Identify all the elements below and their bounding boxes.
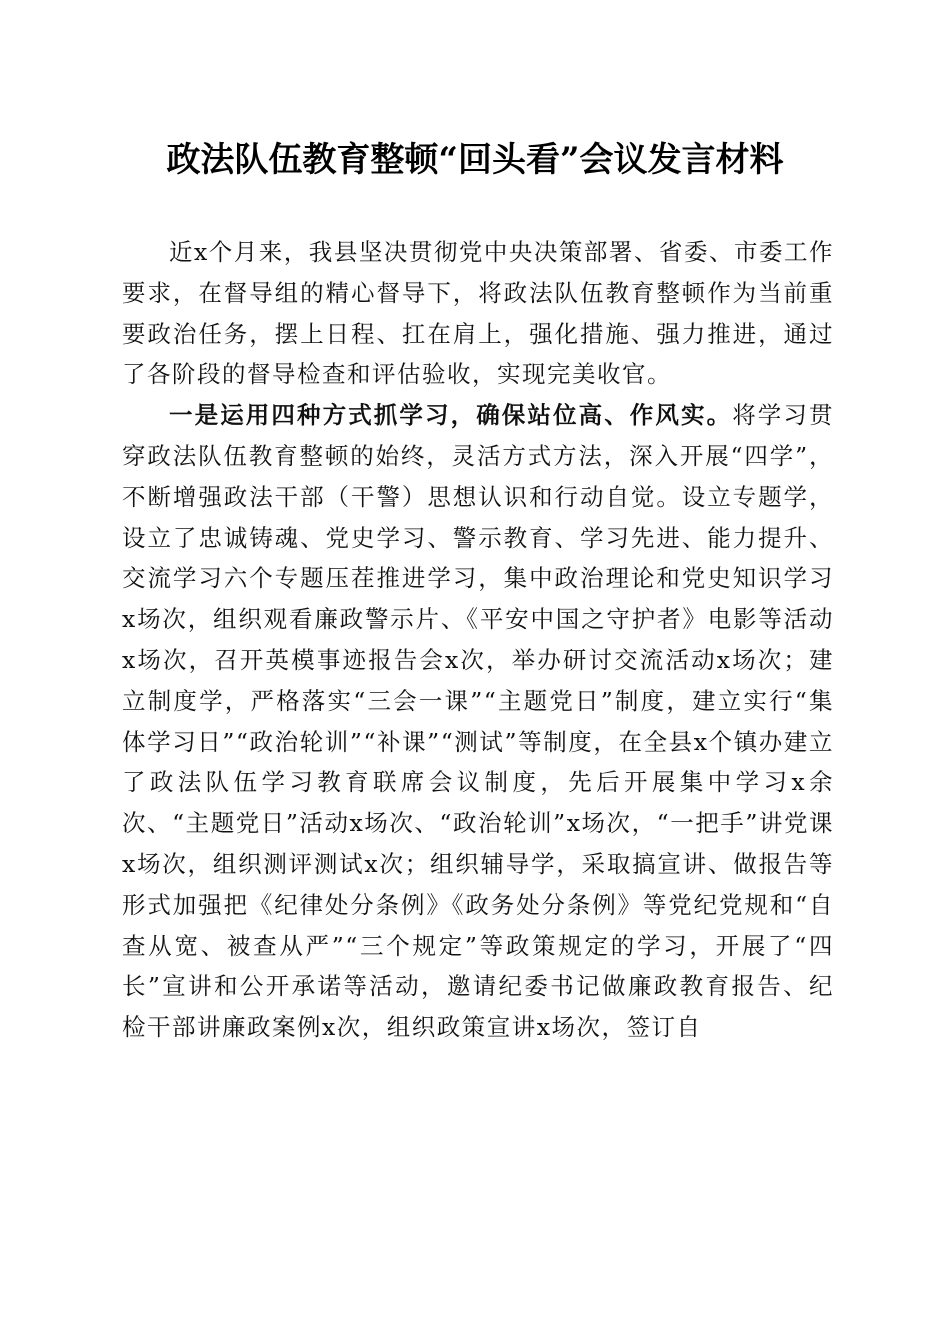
paragraph-intro (122, 232, 834, 395)
paragraph-section-one-lead: 一是运用四种方式抓学习，确保站位高、作风实。 (169, 401, 733, 430)
paragraph-section-one (122, 395, 834, 1048)
paragraph-section-one-text: 将学习贯穿政法队伍教育整顿的始终，灵活方式方法，深入开展“四学”，不断增强政法干部（干警）思想认识和行动自觉。设立专题学，设立了忠诚铸魂、党史学习、警示教育、学习先进、能力提升、交流学习六个专题压茬推进学习，集中政治理论和党史知识学习x场次，组织观看廉政警示片、《平安中国之守护者》电影等活动x场次，召开英模事迹报告会x次，举办研讨交流活动x场次；建立制度学，严格落实“三会一课”“主题党日”制度，建立实行“集体学习日”“政治轮训”“补课”“测试”等制度，在全县x个镇办建立了政法队伍学习教育联席会议制度，先后开展集中学习x余次、“主题党日”活动x场次、“政治轮训”x场次，“一把手”讲党课x场次，组织测评测试x次；组织辅导学，采取搞宣讲、做报告等形式加强把《纪律处分条例》《政务处分条例》等党纪党规和“自查从宽、被查从严”“三个规定”等政策规定的学习，开展了“四长”宣讲和公开承诺等活动，邀请纪委书记做廉政教育报告、纪检干部讲廉政案例x次，组织政策宣讲x场次，签订自 (122, 401, 835, 1042)
paragraph-intro-text: 近x个月来，我县坚决贯彻党中央决策部署、省委、市委工作要求，在督导组的精心督导下，将政法队伍教育整顿作为当前重要政治任务，摆上日程、扛在肩上，强化措施、强力推进，通过了各阶段的督导检查和评估验收，实现完美收官。 (122, 238, 834, 389)
document-title: 政法队伍教育整顿“回头看”会议发言材料 (166, 140, 784, 180)
document-body (122, 232, 834, 1048)
